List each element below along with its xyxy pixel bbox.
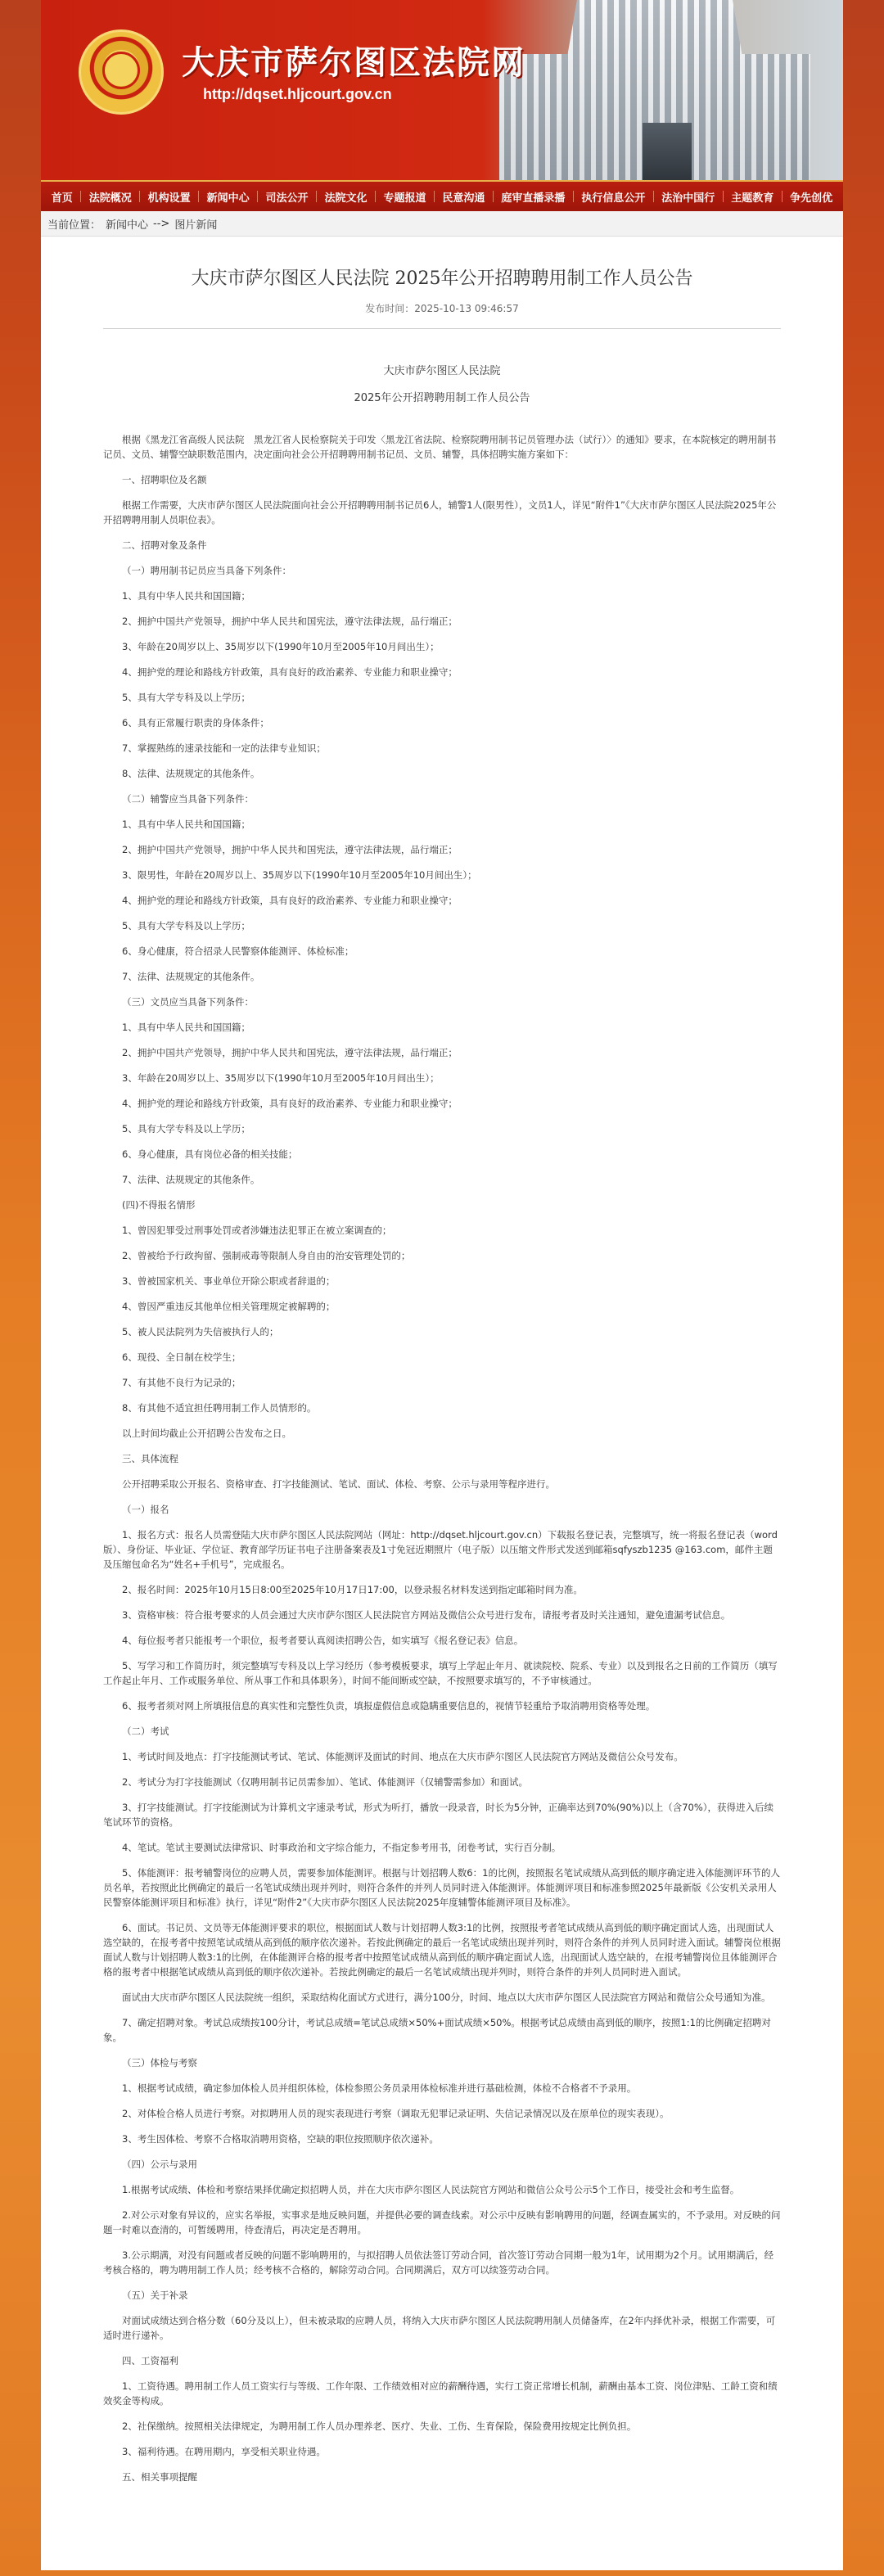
article-paragraph: 2、曾被给予行政拘留、强制戒毒等限制人身自由的治安管理处罚的； [122, 1250, 411, 1261]
nav-separator [573, 191, 574, 202]
article-paragraph: 面试由大庆市萨尔图区人民法院统一组织，采取结构化面试方式进行，满分100分，时间、地点以大庆市萨尔图区人民法院官方网站和微信公众号通知为准。 [122, 1992, 771, 2003]
article-paragraph: （五）关于补录 [122, 2290, 188, 2301]
article-paragraph: 4、笔试。笔试主要测试法律常识、时事政治和文字综合能力，不指定参考用书，闭卷考试，实行百分制。 [122, 1842, 562, 1853]
article-paragraph: 3、年龄在20周岁以上、35周岁以下(1990年10月至2005年10月间出生）； [122, 641, 440, 652]
article-paragraph: 1、考试时间及地点：打字技能测试考试、笔试、体能测评及面试的时间、地点在大庆市萨尔图区人民法院官方网站及微信公众号发布。 [122, 1751, 683, 1762]
article-paragraph: 1、具有中华人民共和国国籍； [122, 819, 250, 830]
article-paragraph: 7、法律、法规规定的其他条件。 [122, 1174, 260, 1185]
article-paragraph: 6、身心健康，具有岗位必备的相关技能； [122, 1148, 298, 1160]
article-paragraph: （三）文员应当具备下列条件： [122, 996, 254, 1008]
breadcrumb-label: 当前位置： [47, 219, 101, 232]
nav-separator [198, 191, 199, 202]
site-header [41, 0, 843, 180]
site-title: 大庆市萨尔图区法院网 [182, 43, 525, 82]
article-paragraph: 2、拥护中国共产党领导，拥护中华人民共和国宪法，遵守法律法规，品行端正； [122, 1047, 458, 1058]
article-paragraph: 四、工资福利 [122, 2355, 178, 2366]
article-paragraph: 2、考试分为打字技能测试（仅聘用制书记员需参加）、笔试、体能测评（仅辅警需参加）和面试。 [122, 1776, 529, 1788]
nav-separator [80, 191, 81, 202]
article-paragraph: 7、确定招聘对象。考试总成绩按100分计，考试总成绩=笔试总成绩×50%+面试成绩×50%。根据考试总成绩由高到低的顺序，按照1:1的比例确定招聘对象。 [103, 2017, 771, 2043]
nav-separator [434, 191, 435, 202]
article-paragraph: 4、拥护党的理论和路线方针政策，具有良好的政治素养、专业能力和职业操守； [122, 1098, 458, 1109]
article-paragraph: 2、对体检合格人员进行考察。对拟聘用人员的现实表现进行考察（调取无犯罪记录证明、失信记录情况以及在原单位的现实表现）。 [122, 2108, 670, 2119]
article-paragraph: 公开招聘采取公开报名、资格审查、打字技能测试、笔试、面试、体检、考察、公示与录用等程序进行。 [122, 1478, 555, 1490]
article-paragraph: 5、写学习和工作简历时，须完整填写专科及以上学习经历（参考模板要求，填写上学起止年月、就读院校、院系、专业）以及到报名之日前的工作简历（填写工作起止年月、工作或服务单位、所从事工作和具体职务），时间不能间断或空缺，不按照要求填写的，不予审核通过。 [103, 1660, 778, 1686]
nav-separator [257, 191, 258, 202]
breadcrumb-separator: --> [153, 217, 170, 230]
article-paragraph: (四)不得报名情形 [122, 1199, 196, 1211]
publish-time: 发布时间：2025-10-13 09:46:57 [365, 303, 519, 314]
article-paragraph: （四）公示与录用 [122, 2159, 197, 2170]
nav-item[interactable]: 法院概况 [88, 192, 132, 205]
article-paragraph: 6、身心健康，符合招录人民警察体能测评、体检标准； [122, 945, 354, 957]
nav-separator [316, 191, 317, 202]
article-paragraph: 2、报名时间：2025年10月15日8:00至2025年10月17日17:00，以登录报名材料发送到指定邮箱时间为准。 [122, 1584, 583, 1595]
nav-item[interactable]: 庭审直播录播 [501, 192, 566, 205]
article-paragraph: 以上时间均截止公开招聘公告发布之日。 [122, 1428, 291, 1439]
article-paragraph: 5、具有大学专科及以上学历； [122, 1123, 250, 1135]
nav-item[interactable]: 机构设置 [147, 192, 191, 205]
title-divider [103, 328, 781, 329]
article-paragraph: （二）辅警应当具备下列条件： [122, 793, 254, 805]
site-url[interactable]: http://dqset.hljcourt.gov.cn [203, 86, 392, 102]
article-paragraph: 2、社保缴纳。按照相关法律规定，为聘用制工作人员办理养老、医疗、失业、工伤、生育保险，保险费用按规定比例负担。 [122, 2420, 637, 2432]
nav-item[interactable]: 法院文化 [324, 192, 368, 205]
article-paragraph: 1、具有中华人民共和国国籍； [122, 1022, 250, 1033]
article-paragraph: 2、拥护中国共产党领导，拥护中华人民共和国宪法，遵守法律法规，品行端正； [122, 616, 458, 627]
article-title: 大庆市萨尔图区人民法院 2025年公开招聘聘用制工作人员公告 [191, 268, 693, 289]
article-paragraph: 一、招聘职位及名额 [122, 474, 207, 485]
article-paragraph: 3、考生因体检、考察不合格取消聘用资格，空缺的职位按照顺序依次递补。 [122, 2133, 439, 2145]
nav-item[interactable]: 法治中国行 [661, 192, 715, 205]
article-paragraph: （三）体检与考察 [122, 2057, 197, 2068]
nav-separator [653, 191, 654, 202]
article-paragraph: 3、限男性，年龄在20周岁以上、35周岁以下(1990年10月至2005年10月间出生）； [122, 869, 477, 881]
article-paragraph: 3、资格审核：符合报考要求的人员会通过大庆市萨尔图区人民法院官方网站及微信公众号进行发布，请报考者及时关注通知，避免遗漏考试信息。 [122, 1609, 731, 1621]
article-paragraph: （一）报名 [122, 1504, 169, 1515]
article-paragraph: 3、福利待遇。在聘用期内，享受相关职业待遇。 [122, 2446, 326, 2457]
article-paragraph: 4、拥护党的理论和路线方针政策，具有良好的政治素养、专业能力和职业操守； [122, 666, 458, 678]
main-nav [41, 180, 843, 211]
sub-title: 2025年公开招聘聘用制工作人员公告 [354, 392, 530, 404]
article-paragraph: 根据工作需要，大庆市萨尔图区人民法院面向社会公开招聘聘用制书记员6人，辅警1人(限男性），文员1人，详见“附件1”《大庆市萨尔图区人民法院2025年公开招聘聘用制人员职位表》。 [103, 499, 777, 526]
article-paragraph: （一）聘用制书记员应当具备下列条件： [122, 565, 291, 576]
article-paragraph: 5、体能测评：报考辅警岗位的应聘人员，需要参加体能测评。根据与计划招聘人数6：1的比例，按照报名笔试成绩从高到低的顺序确定进入体能测评环节的人员名单，若按照此比例确定的最后一名笔试成绩出现并列时，则符合条件的并列人员同时进入体能测评。体能测评项目和标准参照2025年最新版《公安机关录用人民警察体能测评项目和标准》执行，详见“附件2”《大庆市萨尔图区人民法院2025年度辅警体能测评项目及标准》。 [103, 1867, 780, 1908]
article-paragraph: 7、掌握熟练的速录技能和一定的法律专业知识； [122, 742, 326, 754]
article-paragraph: 5、被人民法院列为失信被执行人的； [122, 1326, 279, 1338]
article-paragraph: 对面试成绩达到合格分数（60分及以上），但未被录取的应聘人员，将纳入大庆市萨尔图区人民法院聘用制人员储备库，在2年内择优补录，根据工作需要，可适时进行递补。 [103, 2315, 776, 2341]
article-paragraph: 4、拥护党的理论和路线方针政策，具有良好的政治素养、专业能力和职业操守； [122, 895, 458, 906]
article-paragraph: 7、有其他不良行为记录的； [122, 1377, 241, 1388]
nav-separator [139, 191, 140, 202]
article-paragraph: 2、拥护中国共产党领导，拥护中华人民共和国宪法，遵守法律法规，品行端正； [122, 844, 458, 855]
nav-item[interactable]: 首页 [51, 192, 73, 205]
article-paragraph: 1、根据考试成绩，确定参加体检人员并组织体检，体检参照公务员录用体检标准并进行基础检测，体检不合格者不予录用。 [122, 2082, 637, 2094]
nav-separator [493, 191, 494, 202]
article-paragraph: 1、报名方式：报名人员需登陆大庆市萨尔图区人民法院网站（网址：http://dqset.hljcourt.gov.cn）下载报名登记表，完整填写，统一将报名登记表（word版）、身份证、毕业证、学位证、教育部学历证书电子注册备案表及1寸免冠近期照片（电子版）以压缩文件形式发送到邮箱sqfyszb1235 @163.com，邮件主题及压缩包命名为“姓名+手机号”，完成报名。 [103, 1529, 778, 1570]
article-paragraph: 8、法律、法规规定的其他条件。 [122, 768, 260, 779]
nav-item[interactable]: 主题教育 [731, 192, 774, 205]
article-paragraph: 1、曾因犯罪受过刑事处罚或者涉嫌违法犯罪正在被立案调查的； [122, 1225, 392, 1236]
article-paragraph: 1、具有中华人民共和国国籍； [122, 590, 250, 602]
nav-item[interactable]: 新闻中心 [206, 192, 250, 205]
court-emblem-icon [79, 29, 164, 115]
article-paragraph: 3、曾被国家机关、事业单位开除公职或者辞退的； [122, 1275, 336, 1287]
article-paragraph: 3.公示期满，对没有问题或者反映的问题不影响聘用的，与拟招聘人员依法签订劳动合同，首次签订劳动合同期一般为1年，试用期为2个月。试用期满后，经考核合格的，聘为聘用制工作人员；经考核不合格的，解除劳动合同。合同期满后，双方可以续签劳动合同。 [103, 2249, 774, 2276]
article-paragraph: 6、具有正常履行职责的身体条件； [122, 717, 269, 729]
article-body [103, 432, 781, 2484]
article-paragraph: （二）考试 [122, 1726, 169, 1737]
article-paragraph: 3、打字技能测试。打字技能测试为计算机文字速录考试，形式为听打，播放一段录音，时长为5分钟，正确率达到70%(90%)以上（含70%），获得进入后续笔试环节的资格。 [103, 1802, 774, 1828]
nav-item[interactable]: 争先创优 [790, 192, 833, 205]
breadcrumb-news-center[interactable]: 新闻中心 [106, 219, 149, 232]
article-paragraph: 6、报考者须对网上所填报信息的真实性和完整性负责，填报虚假信息或隐瞒重要信息的，视情节轻重给予取消聘用资格等处理。 [122, 1700, 656, 1712]
article-paragraph: 4、曾因严重违反其他单位相关管理规定被解聘的； [122, 1301, 336, 1312]
article-paragraph: 6、面试。书记员、文员等无体能测评要求的职位，根据面试人数与计划招聘人数3:1的比例，按照报考者笔试成绩从高到低的顺序确定面试人选，出现面试人选空缺的，在报考者中按照笔试成绩从高到低的顺序依次递补。若按此例确定的最后一名笔试成绩出现并列时，则符合条件的并列人员同时进入面试。辅警岗位根据面试人数与计划招聘人数3:1的比例，在体能测评合格的报考者中按照笔试成绩从高到低的顺序确定面试人选，出现面试人选空缺的，在报考辅警岗位且体能测评合格的报考者中根据笔试成绩从高到低的顺序依次递补。若按此例确定的最后一名笔试成绩出现并列时，则符合条件的并列人员同时进入面试。 [103, 1922, 781, 1978]
article-paragraph: 6、现役、全日制在校学生； [122, 1351, 241, 1363]
building-entrance [643, 123, 692, 180]
emblem-scale-icon [102, 52, 140, 89]
article-paragraph: 8、有其他不适宜担任聘用制工作人员情形的。 [122, 1402, 317, 1414]
breadcrumb [41, 211, 843, 237]
nav-item[interactable]: 专题报道 [383, 192, 426, 205]
article [41, 237, 843, 2570]
article-paragraph: 2.对公示对象有异议的，应实名举报，实事求是地反映问题，并提供必要的调查线索。对公示中反映有影响聘用的问题，经调查属实的，不予录用。对反映的问题一时难以查清的，可暂缓聘用，待查清后，再决定是否聘用。 [103, 2209, 781, 2235]
article-paragraph: 7、法律、法规规定的其他条件。 [122, 971, 260, 982]
article-paragraph: 三、具体流程 [122, 1453, 178, 1464]
nav-item[interactable]: 执行信息公开 [581, 192, 646, 205]
article-paragraph: 5、具有大学专科及以上学历； [122, 920, 250, 932]
nav-separator [375, 191, 376, 202]
article-paragraph: 五、相关事项提醒 [122, 2471, 197, 2483]
article-paragraph: 1、工资待遇。聘用制工作人员工资实行与等级、工作年限、工作绩效相对应的薪酬待遇，实行工资正常增长机制，薪酬由基本工资、岗位津贴、工龄工资和绩效奖金等构成。 [103, 2380, 778, 2407]
article-paragraph: 二、招聘对象及条件 [122, 539, 207, 551]
article-paragraph: 4、每位报考者只能报考一个职位，报考者要认真阅读招聘公告，如实填写《报名登记表》信息。 [122, 1635, 524, 1646]
nav-separator [782, 191, 783, 202]
breadcrumb-photo-news[interactable]: 图片新闻 [174, 219, 218, 232]
nav-item[interactable]: 司法公开 [265, 192, 309, 205]
article-paragraph: 1.根据考试成绩、体检和考察结果择优确定拟招聘人员，并在大庆市萨尔图区人民法院官方网站和微信公众号公示5个工作日，接受社会和考生监督。 [122, 2184, 740, 2195]
org-line: 大庆市萨尔图区人民法院 [383, 365, 501, 377]
article-paragraph: 根据《黑龙江省高级人民法院 黑龙江省人民检察院关于印发〈黑龙江省法院、检察院聘用制书记员管理办法（试行）〉的通知》要求，在本院核定的聘用制书记员、文员、辅警空缺职数范围内，决定面向社会公开招聘聘用制书记员、文员、辅警，具体招聘实施方案如下： [103, 434, 777, 460]
article-paragraph: 3、年龄在20周岁以上、35周岁以下(1990年10月至2005年10月间出生）； [122, 1072, 440, 1084]
article-paragraph: 5、具有大学专科及以上学历； [122, 692, 250, 703]
nav-item[interactable]: 民意沟通 [442, 192, 485, 205]
nav-separator [723, 191, 724, 202]
